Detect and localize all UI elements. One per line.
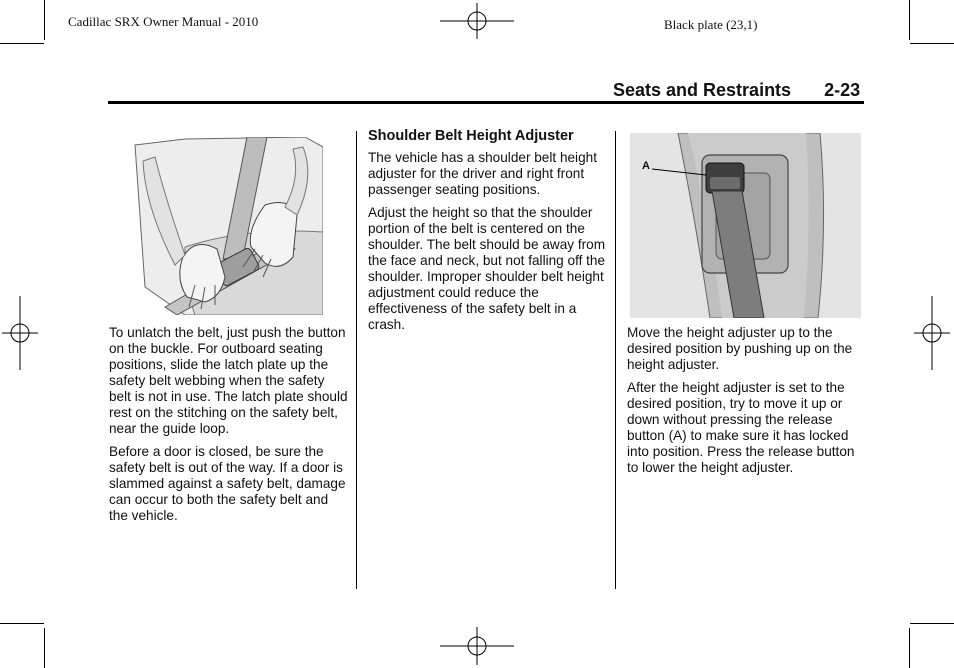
header-rule [108,101,864,104]
subsection-heading: Shoulder Belt Height Adjuster [368,128,574,144]
right-column [627,325,867,483]
paragraph: Before a door is closed, be sure the safety belt is out of the way. If a door is slammed against a safety belt, damage can occur to both the safety belt and the vehicle. [109,444,346,523]
column-divider [615,131,616,589]
page-number: 2-23 [824,80,861,100]
registration-mark-top [440,3,514,39]
seatbelt-buckle-illustration [125,137,323,315]
crop-mark [0,623,44,624]
crop-mark [0,43,44,44]
manual-title: Cadillac SRX Owner Manual - 2010 [68,14,259,29]
crop-mark [909,0,910,40]
registration-mark-right [914,296,950,370]
paragraph: Move the height adjuster up to the desired position by pushing up on the height adjuster. [627,325,853,372]
registration-mark-bottom [440,627,514,665]
paragraph: To unlatch the belt, just push the button on the buckle. For outboard seating positions, slide the latch plate up the safety belt webbing when the safety belt is not in use. The latch plate should rest on the stitching on the safety belt, near the guide loop. [109,325,348,436]
middle-column [368,128,608,340]
crop-mark [44,0,45,40]
section-title [613,80,860,101]
height-adjuster-illustration [630,133,861,318]
crop-mark [910,43,954,44]
callout-label-a: A [642,160,650,172]
crop-mark [910,623,954,624]
crop-mark [44,628,45,668]
registration-mark-left [2,296,38,370]
paragraph: After the height adjuster is set to the desired position, try to move it up or down without pressing the release button (A) to make sure it has locked into position. Press the release button to lower the height adjuster. [627,380,855,475]
crop-mark [909,628,910,668]
paragraph: The vehicle has a shoulder belt height adjuster for the driver and right front passenger seating positions. [368,150,597,197]
section-name: Seats and Restraints [613,80,792,100]
column-divider [356,131,357,589]
paragraph: Adjust the height so that the shoulder portion of the belt is centered on the shoulder. The belt should be away from the face and neck, but not falling off the shoulder. Improper shoulder belt height adjustment could reduce the effectiveness of the safety belt in a crash. [368,205,606,332]
left-column [109,325,349,531]
plate-label: Black plate (23,1) [664,17,758,32]
height-adjuster-figure [630,133,861,318]
